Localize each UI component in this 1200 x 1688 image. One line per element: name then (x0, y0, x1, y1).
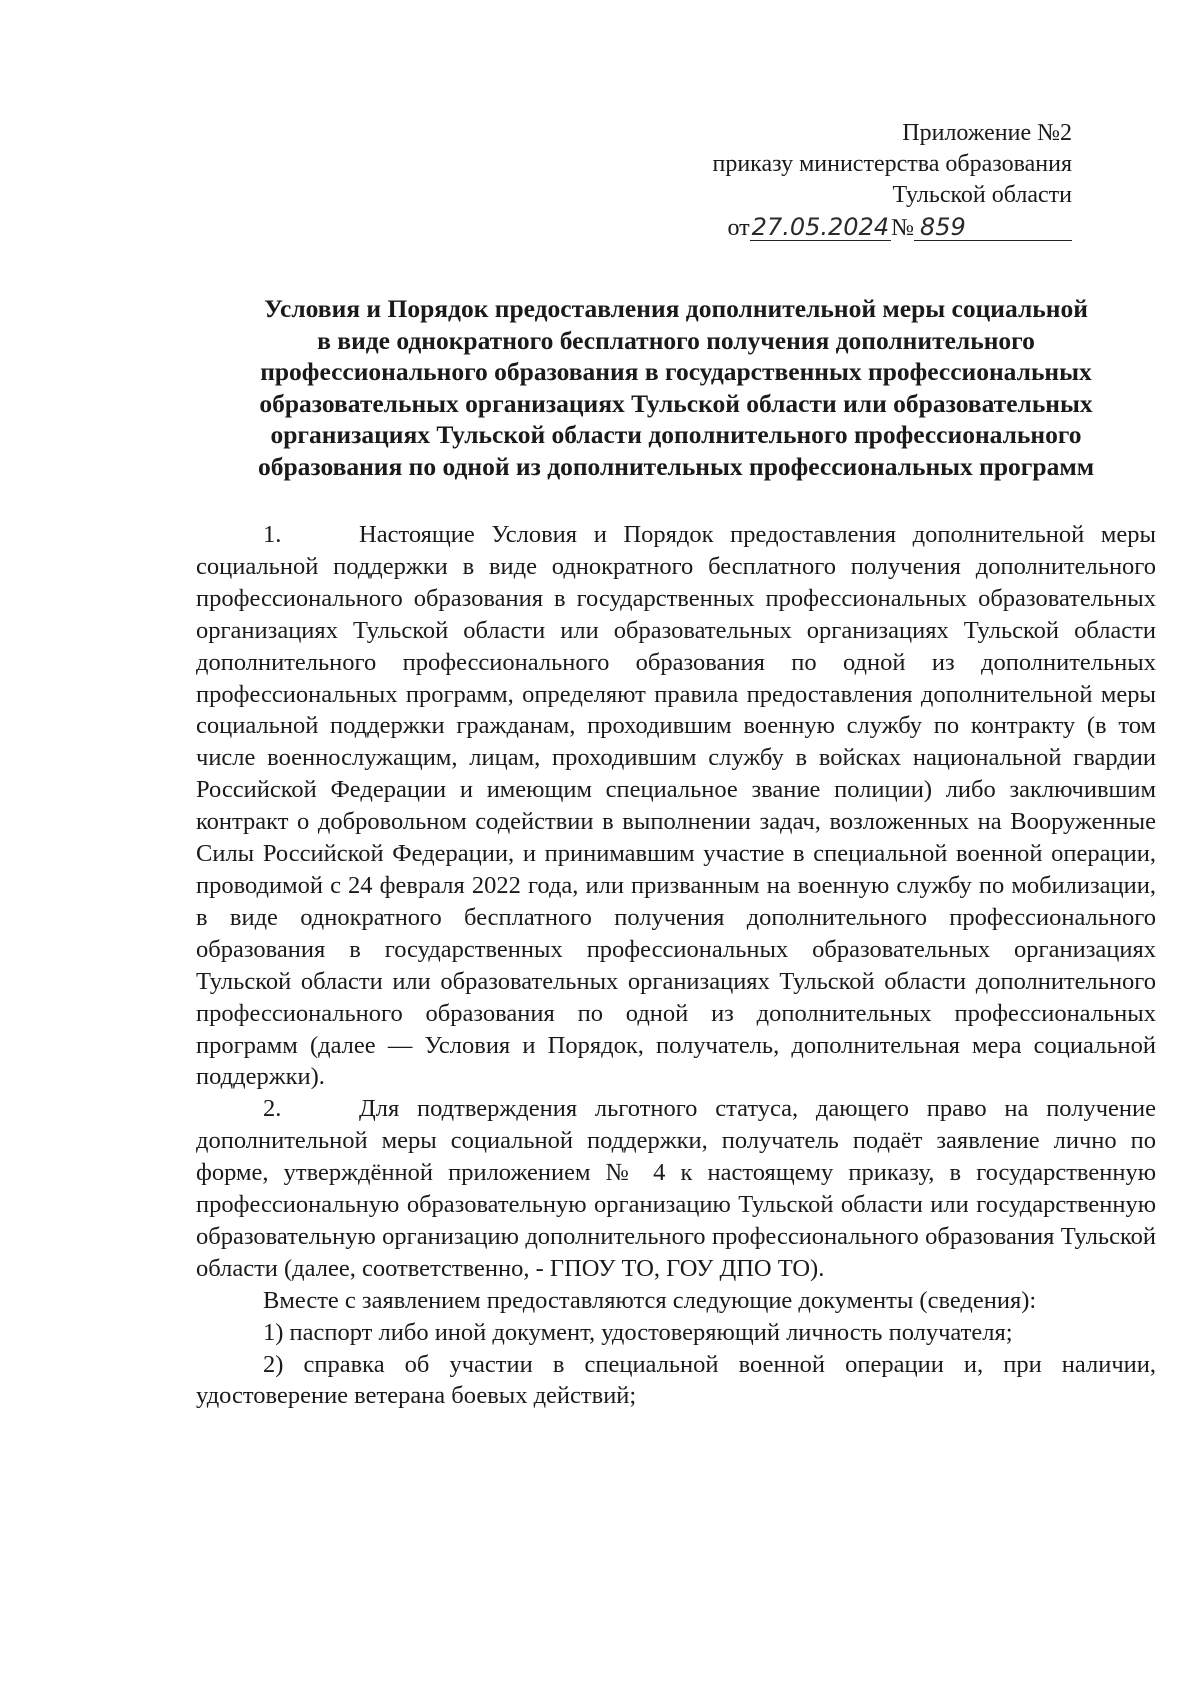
order-number: 859 (914, 214, 1072, 241)
title-line: Условия и Порядок предоставления дополнительной меры социальной (264, 294, 1088, 323)
attachment-order-ref: приказу министерства образования (712, 151, 1072, 177)
document-title (196, 293, 1156, 482)
title-line: профессионального образования в государственных профессиональных (260, 357, 1092, 386)
title-line: образования по одной из дополнительных профессиональных программ (257, 451, 1095, 481)
title-line: в виде однократного бесплатного получения дополнительного (317, 325, 1035, 355)
paragraph-text: Для подтверждения льготного статуса, дающего право на получение дополнительной меры социальной поддержки, получатель подаёт заявление лично по форме, утверждённой приложением № 4 к настоящему приказу, в государственную профессиональную образовательную организацию Тульской области или государственную образовательную организацию дополнительного профессионального образования Тульской области (далее, соответственно, - ГПОУ ТО, ГОУ ДПО ТО). (196, 1095, 1156, 1282)
order-details (712, 211, 1072, 244)
order-date: 27.05.2024 (751, 213, 890, 241)
title-line: организациях Тульской области дополнительного профессионального (270, 420, 1082, 449)
title-line: образовательных организациях Тульской области или образовательных (259, 388, 1093, 418)
document-body (196, 519, 1156, 1412)
paragraph-documents-intro: Вместе с заявлением предоставляются следующие документы (сведения): (263, 1286, 1037, 1314)
paragraph-2 (196, 1093, 1156, 1284)
paragraph-1 (196, 519, 1156, 1093)
attachment-region: Тульской области (892, 182, 1072, 208)
list-item-passport: 1) паспорт либо иной документ, удостоверяющий личность получателя; (263, 1318, 1013, 1346)
attachment-header (712, 118, 1072, 244)
paragraph-number: 2. (263, 1095, 282, 1123)
list-item-certificate: 2) справка об участии в специальной военной операции и, при наличии, удостоверение ветерана боевых действий; (196, 1350, 1156, 1410)
order-prefix: от (727, 215, 750, 241)
attachment-title: Приложение №2 (902, 120, 1072, 146)
paragraph-text: Настоящие Условия и Порядок предоставления дополнительной меры социальной поддержки в виде однократного бесплатного получения дополнительного профессионального образования в государственных профессиональных образовательных организациях Тульской области или образовательных организациях Тульской области дополнительного профессионального образования по одной из дополнительных профессиональных программ, определяют правила предоставления дополнительной меры социальной поддержки гражданам, проходившим военную службу по контракту (в том числе военнослужащим, лицам, проходившим службу в войсках национальной гвардии Российской Федерации и имеющим специальное звание полиции) либо заключившим контракт о добровольном содействии в выполнении задач, возложенных на Вооруженные Силы Российской Федерации, и принимавшим участие в специальной военной операции, проводимой с 24 февраля 2022 года, или призванным на военную службу по мобилизации, в виде однократного бесплатного получения дополнительного профессионального образования в государственных профессиональных образовательных организациях Тульской области или образовательных организациях Тульской области дополнительного профессионального образования по одной из дополнительных профессиональных программ (далее — Условия и Порядок, получатель, дополнительная мера социальной поддержки). (196, 521, 1156, 1091)
order-number-label: № (891, 215, 914, 241)
paragraph-number: 1. (263, 521, 282, 548)
